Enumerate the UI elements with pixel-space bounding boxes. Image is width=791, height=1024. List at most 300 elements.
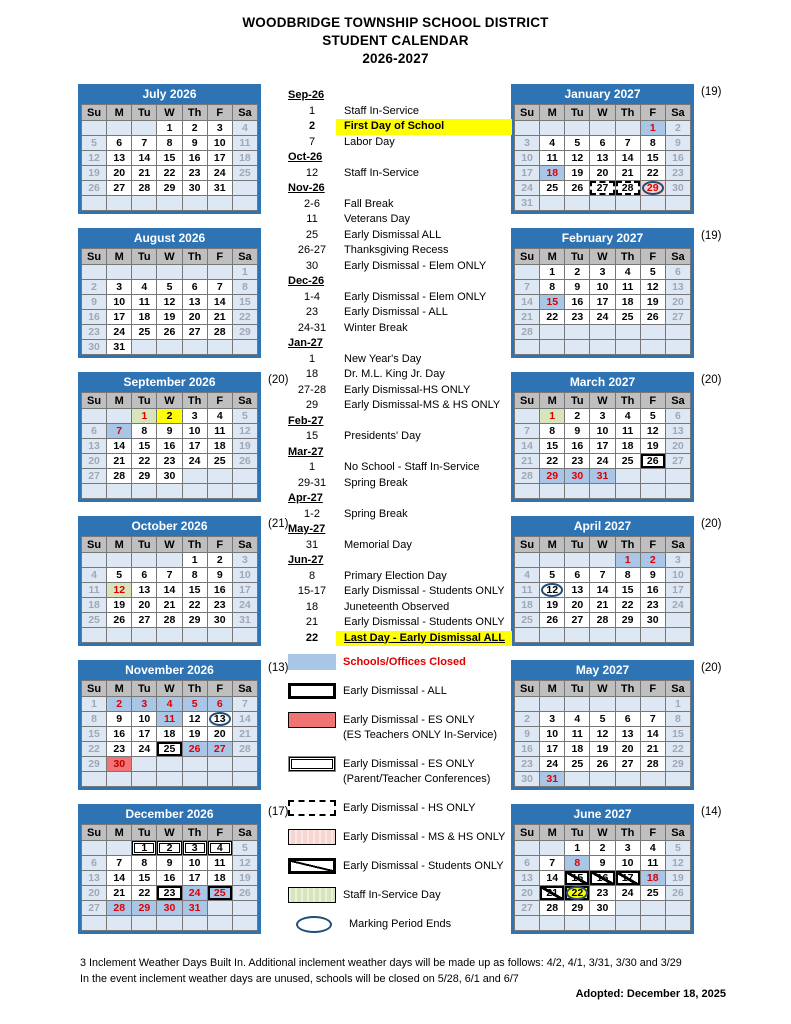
school-day-count: (20) — [268, 374, 289, 386]
day-cell: 21 — [107, 886, 132, 901]
weekday-header-row — [82, 393, 258, 409]
event-label: Juneteenth Observed — [344, 600, 450, 613]
day-cell: 14 — [107, 439, 132, 454]
event-label: Fall Break — [344, 197, 394, 210]
week-row — [82, 340, 258, 355]
day-cell: 23 — [82, 325, 107, 340]
week-row — [515, 121, 691, 136]
event-label: Memorial Day — [344, 538, 412, 551]
day-cell: 21 — [107, 454, 132, 469]
weekday-header: Sa — [232, 249, 257, 265]
empty-cell — [565, 628, 590, 643]
day-cell: 15 — [232, 295, 257, 310]
event-label: Early Dismissal - Elem ONLY — [344, 290, 487, 303]
week-row — [82, 424, 258, 439]
day-cell: 12 — [157, 295, 182, 310]
weekday-header: Th — [615, 393, 640, 409]
weekday-header: F — [640, 249, 665, 265]
empty-cell — [107, 409, 132, 424]
month-october-2026 — [78, 516, 289, 646]
month-title: June 2027 — [573, 807, 632, 821]
weekday-header: Su — [82, 393, 107, 409]
weekday-header: Sa — [665, 681, 690, 697]
oval-legend-swatch — [296, 916, 332, 933]
day-cell: 27 — [132, 613, 157, 628]
empty-cell — [107, 484, 132, 499]
day-cell: 25 — [207, 454, 232, 469]
day-cell: 29 — [132, 469, 157, 484]
day-cell: 6 — [132, 568, 157, 583]
day-cell: 2 — [515, 712, 540, 727]
day-cell: 15 — [665, 727, 690, 742]
empty-cell — [132, 553, 157, 568]
calendar-column-left — [78, 84, 289, 948]
day-cell: 8 — [640, 136, 665, 151]
day-cell: 4 — [615, 265, 640, 280]
weekday-header: M — [107, 105, 132, 121]
day-cell: 11 — [540, 151, 565, 166]
empty-cell — [207, 901, 232, 916]
day-cell: 19 — [157, 310, 182, 325]
event-label: Early Dismissal ALL — [344, 228, 442, 241]
empty-cell — [132, 196, 157, 211]
legend-label: Early Dismissal - Students ONLY — [343, 860, 504, 872]
day-cell: 26 — [107, 613, 132, 628]
weekday-header-row — [515, 825, 691, 841]
week-row — [82, 484, 258, 499]
event-date: 2-6 — [304, 197, 320, 210]
day-cell: 19 — [82, 166, 107, 181]
day-cell: 4 — [157, 697, 182, 712]
day-cell: 3 — [590, 409, 615, 424]
empty-cell — [565, 196, 590, 211]
day-cell: 18 — [132, 310, 157, 325]
event-label: New Year's Day — [344, 352, 422, 365]
empty-cell — [565, 553, 590, 568]
event-label: Last Day - Early Dismissal ALL — [336, 631, 512, 647]
day-cell: 7 — [640, 712, 665, 727]
week-row — [515, 583, 691, 598]
day-cell: 7 — [515, 280, 540, 295]
empty-cell — [590, 340, 615, 355]
empty-cell — [107, 772, 132, 787]
month-november-2026 — [78, 660, 289, 790]
weekday-header: Su — [82, 825, 107, 841]
day-cell: 30 — [157, 901, 182, 916]
day-cell: 16 — [590, 871, 615, 886]
event-month-header: Feb-27 — [288, 414, 324, 427]
day-cell: 9 — [107, 712, 132, 727]
week-row — [515, 151, 691, 166]
empty-cell — [590, 325, 615, 340]
day-cell: 9 — [515, 727, 540, 742]
weekday-header: Th — [182, 105, 207, 121]
weekday-header: W — [157, 249, 182, 265]
weekday-header: Tu — [132, 825, 157, 841]
weekday-header: Sa — [232, 825, 257, 841]
weekday-header: Th — [615, 537, 640, 553]
month-title: December 2026 — [125, 807, 214, 821]
legend-label: Staff In-Service Day — [343, 889, 441, 901]
day-cell: 3 — [132, 697, 157, 712]
day-cell: 19 — [540, 598, 565, 613]
event-month-header: Jun-27 — [288, 554, 324, 566]
weekday-header: Th — [182, 249, 207, 265]
day-cell: 26 — [182, 742, 207, 757]
day-cell: 6 — [182, 280, 207, 295]
month-september-2026 — [78, 372, 289, 502]
day-cell: 15 — [640, 151, 665, 166]
day-cell: 12 — [107, 583, 132, 598]
weekday-header: M — [540, 825, 565, 841]
day-cell: 27 — [615, 757, 640, 772]
day-cell: 9 — [565, 424, 590, 439]
empty-cell — [132, 340, 157, 355]
day-cell: 15 — [157, 151, 182, 166]
event-row — [288, 615, 512, 631]
day-cell: 1 — [232, 265, 257, 280]
day-cell: 29 — [540, 469, 565, 484]
empty-cell — [132, 628, 157, 643]
weekday-header: F — [640, 393, 665, 409]
empty-cell — [207, 757, 232, 772]
empty-cell — [615, 340, 640, 355]
month-may-2027 — [511, 660, 722, 790]
day-cell: 21 — [515, 454, 540, 469]
day-cell: 24 — [207, 166, 232, 181]
legend-text — [343, 829, 505, 845]
weekday-header: Su — [82, 105, 107, 121]
event-label: Veterans Day — [344, 213, 411, 225]
event-label: Primary Election Day — [344, 569, 447, 582]
week-row — [515, 265, 691, 280]
empty-cell — [640, 697, 665, 712]
day-cell: 16 — [515, 742, 540, 757]
day-cell: 18 — [615, 439, 640, 454]
event-row — [288, 243, 512, 259]
empty-cell — [207, 628, 232, 643]
event-month-header: Oct-26 — [288, 151, 323, 163]
day-cell: 14 — [590, 583, 615, 598]
empty-cell — [615, 697, 640, 712]
day-cell: 4 — [615, 409, 640, 424]
event-row — [288, 429, 512, 445]
empty-cell — [182, 772, 207, 787]
day-cell: 13 — [107, 151, 132, 166]
empty-cell — [232, 772, 257, 787]
event-month-header: Mar-27 — [288, 445, 324, 458]
day-cell: 7 — [515, 424, 540, 439]
day-cell: 4 — [565, 712, 590, 727]
event-row — [288, 212, 512, 228]
day-cell: 17 — [182, 439, 207, 454]
day-cell: 21 — [640, 742, 665, 757]
empty-cell — [615, 916, 640, 931]
day-cell: 4 — [207, 841, 232, 856]
empty-cell — [82, 121, 107, 136]
day-cell: 29 — [182, 613, 207, 628]
weekday-header: Tu — [565, 105, 590, 121]
day-cell: 1 — [182, 553, 207, 568]
empty-cell — [615, 196, 640, 211]
empty-cell — [232, 901, 257, 916]
month-title: July 2026 — [142, 87, 197, 101]
day-cell: 20 — [132, 598, 157, 613]
empty-cell — [540, 340, 565, 355]
day-cell: 2 — [82, 280, 107, 295]
week-row — [82, 136, 258, 151]
adopted-date: Adopted: December 18, 2025 — [575, 988, 726, 1000]
event-label: Thanksgiving Recess — [344, 244, 449, 256]
day-cell: 28 — [515, 325, 540, 340]
event-label: Early Dismissal-MS & HS ONLY — [344, 399, 501, 411]
day-cell: 6 — [665, 409, 690, 424]
week-row — [82, 742, 258, 757]
day-cell: 21 — [590, 598, 615, 613]
legend-label: Marking Period Ends — [349, 918, 452, 930]
empty-cell — [157, 340, 182, 355]
event-row — [288, 259, 512, 275]
empty-cell — [232, 757, 257, 772]
day-cell: 12 — [182, 712, 207, 727]
week-row — [82, 871, 258, 886]
weekday-header: Tu — [565, 393, 590, 409]
day-cell: 8 — [540, 424, 565, 439]
day-cell: 8 — [82, 712, 107, 727]
day-cell: 3 — [182, 841, 207, 856]
empty-cell — [665, 772, 690, 787]
week-row — [515, 871, 691, 886]
day-cell: 4 — [207, 409, 232, 424]
empty-cell — [515, 697, 540, 712]
empty-cell — [207, 265, 232, 280]
week-row — [515, 757, 691, 772]
month-february-2027 — [511, 228, 722, 358]
week-row — [515, 325, 691, 340]
day-cell: 1 — [640, 121, 665, 136]
day-cell: 9 — [665, 136, 690, 151]
event-date: 2 — [308, 120, 316, 132]
weekday-header-row — [515, 681, 691, 697]
day-cell: 27 — [107, 181, 132, 196]
empty-cell — [615, 628, 640, 643]
day-cell: 7 — [107, 856, 132, 871]
empty-cell — [665, 628, 690, 643]
day-cell: 4 — [232, 121, 257, 136]
empty-cell — [540, 628, 565, 643]
week-row — [82, 901, 258, 916]
week-row — [82, 856, 258, 871]
day-cell: 21 — [540, 886, 565, 901]
calendar-column-right — [511, 84, 722, 948]
day-cell: 27 — [82, 469, 107, 484]
empty-cell — [82, 916, 107, 931]
day-cell: 22 — [540, 454, 565, 469]
empty-cell — [157, 757, 182, 772]
day-cell: 14 — [107, 871, 132, 886]
day-cell: 18 — [232, 151, 257, 166]
weekday-header: M — [540, 681, 565, 697]
day-cell: 23 — [590, 886, 615, 901]
weekday-header: M — [107, 825, 132, 841]
day-cell: 30 — [640, 613, 665, 628]
empty-cell — [182, 916, 207, 931]
month-title: January 2027 — [564, 87, 641, 101]
day-cell: 11 — [640, 856, 665, 871]
day-cell: 10 — [207, 136, 232, 151]
empty-cell — [590, 916, 615, 931]
day-cell: 19 — [232, 439, 257, 454]
empty-cell — [565, 697, 590, 712]
day-cell: 1 — [132, 841, 157, 856]
day-cell: 25 — [540, 181, 565, 196]
day-cell: 2 — [107, 697, 132, 712]
weekday-header: Su — [515, 105, 540, 121]
day-cell: 11 — [565, 727, 590, 742]
day-cell: 27 — [82, 901, 107, 916]
day-cell: 12 — [640, 424, 665, 439]
weekday-header: W — [157, 393, 182, 409]
event-row — [288, 600, 512, 616]
day-cell: 18 — [82, 598, 107, 613]
empty-cell — [665, 340, 690, 355]
day-cell: 17 — [107, 310, 132, 325]
empty-cell — [515, 484, 540, 499]
legend-sublabel: (Parent/Teacher Conferences) — [343, 773, 491, 785]
event-date: 1 — [308, 104, 316, 117]
weekday-header: Su — [515, 537, 540, 553]
empty-cell — [232, 181, 257, 196]
day-cell: 30 — [665, 181, 690, 196]
event-row — [288, 135, 512, 151]
school-day-count: (17) — [268, 806, 289, 818]
empty-cell — [540, 121, 565, 136]
day-cell: 3 — [182, 409, 207, 424]
empty-cell — [640, 325, 665, 340]
day-cell: 16 — [565, 295, 590, 310]
day-cell: 19 — [665, 871, 690, 886]
weekday-header: Tu — [132, 249, 157, 265]
day-cell: 22 — [615, 598, 640, 613]
day-cell: 24 — [132, 742, 157, 757]
day-cell: 22 — [132, 886, 157, 901]
event-row — [288, 119, 512, 135]
weekday-header: Sa — [232, 681, 257, 697]
day-cell: 17 — [232, 583, 257, 598]
weekday-header: Th — [182, 537, 207, 553]
school-day-count: (20) — [701, 374, 722, 386]
day-cell: 19 — [565, 166, 590, 181]
event-row — [288, 631, 512, 647]
day-cell: 9 — [590, 856, 615, 871]
day-cell: 16 — [640, 583, 665, 598]
month-april-2027 — [511, 516, 722, 646]
day-cell: 17 — [515, 166, 540, 181]
day-cell: 22 — [82, 742, 107, 757]
day-cell: 1 — [540, 265, 565, 280]
day-cell: 16 — [207, 583, 232, 598]
event-row — [288, 460, 512, 476]
day-cell: 10 — [590, 280, 615, 295]
legend-row — [288, 683, 518, 699]
empty-cell — [207, 916, 232, 931]
weekday-header: Su — [515, 681, 540, 697]
district-title: WOODBRIDGE TOWNSHIP SCHOOL DISTRICT — [242, 15, 549, 30]
day-cell: 20 — [82, 454, 107, 469]
week-row — [515, 712, 691, 727]
weekday-header: Su — [515, 393, 540, 409]
legend-row — [288, 756, 518, 787]
day-cell: 8 — [615, 568, 640, 583]
day-cell: 6 — [665, 265, 690, 280]
day-cell: 5 — [590, 712, 615, 727]
day-cell: 5 — [640, 265, 665, 280]
day-cell: 24 — [515, 181, 540, 196]
week-row — [515, 613, 691, 628]
week-row — [515, 136, 691, 151]
weekday-header: F — [207, 105, 232, 121]
empty-cell — [82, 409, 107, 424]
week-row — [82, 454, 258, 469]
footer-notes — [80, 955, 740, 987]
day-cell: 5 — [182, 697, 207, 712]
weekday-header-row — [82, 105, 258, 121]
day-cell: 8 — [565, 856, 590, 871]
day-cell: 12 — [540, 583, 565, 598]
day-cell: 5 — [232, 841, 257, 856]
day-cell: 30 — [107, 757, 132, 772]
event-label: Early Dismissal - Students ONLY — [344, 616, 505, 628]
day-cell: 20 — [207, 727, 232, 742]
day-cell: 28 — [590, 613, 615, 628]
legend-row — [288, 887, 518, 903]
day-cell: 16 — [665, 151, 690, 166]
day-cell: 11 — [615, 280, 640, 295]
week-row — [82, 712, 258, 727]
staff-legend-swatch — [288, 887, 336, 903]
event-label: Staff In-Service — [344, 166, 419, 179]
event-date: 26-27 — [297, 244, 327, 256]
day-cell: 22 — [565, 886, 590, 901]
event-row — [288, 538, 512, 554]
day-cell: 19 — [182, 727, 207, 742]
empty-cell — [665, 469, 690, 484]
weekday-header: Tu — [565, 537, 590, 553]
day-cell: 3 — [615, 841, 640, 856]
event-row — [288, 290, 512, 306]
week-row — [82, 697, 258, 712]
weekday-header-row — [515, 105, 691, 121]
day-cell: 28 — [207, 325, 232, 340]
day-cell: 25 — [132, 325, 157, 340]
day-cell: 30 — [515, 772, 540, 787]
day-cell: 3 — [232, 553, 257, 568]
week-row — [515, 742, 691, 757]
day-cell: 17 — [132, 727, 157, 742]
school-year: 2026-2027 — [362, 51, 429, 66]
weekday-header: F — [640, 537, 665, 553]
week-row — [515, 340, 691, 355]
day-cell: 21 — [515, 310, 540, 325]
day-cell: 15 — [82, 727, 107, 742]
day-cell: 2 — [565, 409, 590, 424]
weekday-header: Su — [82, 537, 107, 553]
event-label: No School - Staff In-Service — [344, 461, 480, 473]
day-cell: 25 — [615, 310, 640, 325]
day-cell: 6 — [590, 136, 615, 151]
day-cell: 17 — [207, 151, 232, 166]
empty-cell — [665, 196, 690, 211]
